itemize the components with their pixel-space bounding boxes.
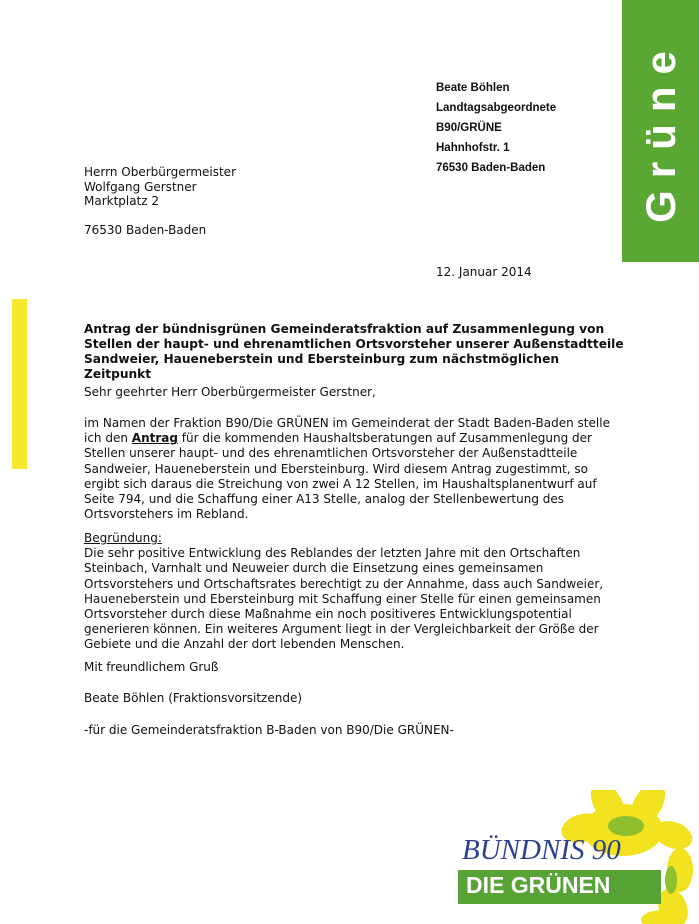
sender-address-block: [436, 78, 556, 178]
letter-date: 12. Januar 2014: [436, 265, 532, 279]
margin-marker: [12, 299, 27, 469]
recipient-name: Wolfgang Gerstner: [84, 179, 197, 194]
logo-line-2: DIE GRÜNEN: [466, 872, 611, 898]
recipient-city: 76530 Baden-Baden: [84, 222, 207, 237]
recipient-address-block: [84, 165, 236, 237]
logo-line-1: BÜNDNIS 90: [462, 834, 621, 866]
sender-party: B90/GRÜNE: [436, 122, 502, 134]
body-paragraph: [84, 416, 624, 522]
party-logo: [458, 790, 693, 924]
reason-text: Die sehr positive Entwicklung des Reblandes der letzten Jahre mit den Ortschaften Steinbach, Varnhalt und Neuweier durch die Einsetzung eines gemeinsamen Ortsvorstehers und Ortschaftsrates berechtigt zu der Annahme, dass auch Sandweier, Haueneberstein und Ebersteinburg mit Schaffung einer Stelle für einen gemeinsamen Ortsvorsteher durch diese Maßnahme ein noch positiveres Entwicklungspotential generieren können. Ein weiteres Argument liegt in der Vergleichbarkeit der Größe der Gebiete und die Anzahl der dort lebenden Menschen.: [84, 546, 604, 652]
closing-formula: Mit freundlichem Gruß: [84, 660, 219, 674]
party-brand-band: [622, 0, 699, 262]
recipient-title: Herrn Oberbürgermeister: [84, 165, 236, 179]
sender-name: Beate Böhlen: [436, 82, 510, 94]
signature-line: Beate Böhlen (Fraktionsvorsitzende): [84, 691, 303, 705]
letter-subject: Antrag der bündnisgrünen Gemeinderatsfraktion auf Zusammenlegung von Stellen der haupt- und ehrenamtlichen Ortsvorsteher unserer Außenstadtteile Sandweier, Haueneberstein und Ebersteinburg zum nächstmöglichen Zeitpunkt: [84, 322, 624, 381]
recipient-street: Marktplatz 2: [84, 194, 160, 208]
sender-role: Landtagsabgeordnete: [436, 102, 557, 114]
party-brand-word: Grüne: [636, 39, 684, 223]
body-emphasis: Antrag: [131, 431, 178, 446]
body-text-start: im Namen der Fraktion B90/Die GRÜNEN im Gemeinderat der Stadt Baden-Baden stelle ich den: [84, 416, 610, 446]
reason-label: Begründung:: [84, 531, 162, 545]
sender-city: 76530 Baden-Baden: [436, 162, 546, 174]
sender-street: Hahnhofstr. 1: [436, 142, 510, 154]
reason-section: [84, 531, 624, 653]
body-text-end: für die kommenden Haushaltsberatungen auf Zusammenlegung der Stellen unserer haupt- und des ehrenamtlichen Ortsvorsteher der Außenstadtteile Sandweier, Haueneberstein und Ebersteinburg. Wird diesem Antrag zugestimmt, so ergibt sich daraus die Streichung von zwei A 12 Stellen, im Haushaltsplanentwurf auf Seite 794, und die Schaffung einer A13 Stelle, analog der Stellenbewertung des Ortsvorstehers im Rebland.: [84, 431, 597, 522]
salutation: Sehr geehrter Herr Oberbürgermeister Gerstner,: [84, 385, 376, 399]
faction-line: -für die Gemeinderatsfraktion B-Baden von B90/Die GRÜNEN-: [84, 723, 454, 737]
